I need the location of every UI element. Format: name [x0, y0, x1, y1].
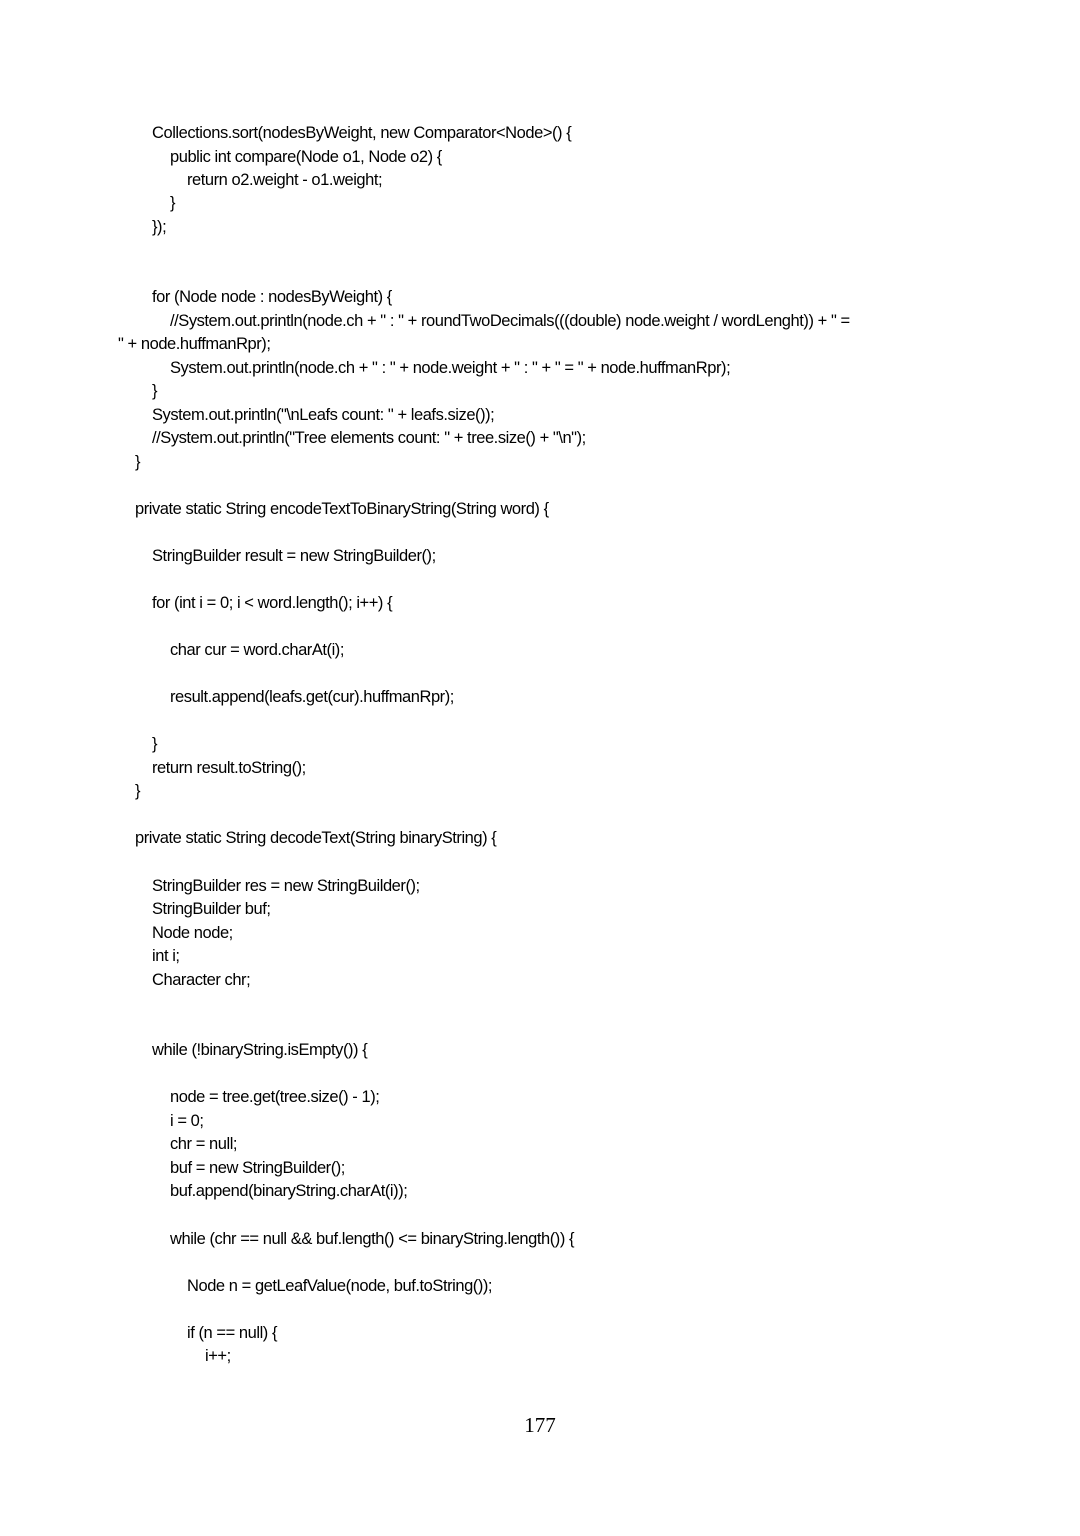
code-line: Character chr; [152, 971, 251, 989]
code-line: } [152, 382, 158, 400]
code-line: while (!binaryString.isEmpty()) { [152, 1041, 368, 1059]
code-line: //System.out.println(node.ch + " : " + roundTwoDecimals(((double) node.weight / wordLenght)) + " = [170, 312, 850, 330]
code-line: }); [152, 218, 167, 236]
code-line: return o2.weight - o1.weight; [187, 171, 383, 189]
code-line: int i; [152, 947, 180, 965]
code-line: for (int i = 0; i < word.length(); i++) { [152, 594, 393, 612]
code-line: Collections.sort(nodesByWeight, new Comparator<Node>() { [152, 124, 572, 142]
code-line: StringBuilder res = new StringBuilder(); [152, 877, 420, 895]
page-number: 177 [524, 1413, 556, 1437]
code-line: StringBuilder result = new StringBuilder(); [152, 547, 436, 565]
code-line: } [135, 453, 141, 471]
code-line: StringBuilder buf; [152, 900, 271, 918]
code-line: i++; [205, 1347, 231, 1365]
code-line: chr = null; [170, 1135, 238, 1153]
code-line: } [170, 194, 176, 212]
code-line: result.append(leafs.get(cur).huffmanRpr); [170, 688, 454, 706]
code-line: " + node.huffmanRpr); [118, 335, 271, 353]
code-line: public int compare(Node o1, Node o2) { [170, 148, 442, 166]
code-line: System.out.println("\nLeafs count: " + leafs.size()); [152, 406, 495, 424]
code-line: return result.toString(); [152, 759, 306, 777]
code-line: buf.append(binaryString.charAt(i)); [170, 1182, 408, 1200]
code-line: //System.out.println("Tree elements count: " + tree.size() + "\n"); [152, 429, 586, 447]
code-line: i = 0; [170, 1112, 204, 1130]
code-line: buf = new StringBuilder(); [170, 1159, 345, 1177]
code-line: private static String encodeTextToBinaryString(String word) { [135, 500, 549, 518]
code-line: node = tree.get(tree.size() - 1); [170, 1088, 380, 1106]
code-line: for (Node node : nodesByWeight) { [152, 288, 392, 306]
code-line: } [135, 782, 141, 800]
code-line: private static String decodeText(String binaryString) { [135, 829, 497, 847]
code-line: char cur = word.charAt(i); [170, 641, 344, 659]
code-line: } [152, 735, 158, 753]
code-line: while (chr == null && buf.length() <= binaryString.length()) { [170, 1230, 575, 1248]
code-line: System.out.println(node.ch + " : " + node.weight + " : " + " = " + node.huffmanRpr); [170, 359, 731, 377]
code-line: Node n = getLeafValue(node, buf.toString()); [187, 1277, 493, 1295]
code-line: Node node; [152, 924, 233, 942]
code-line: if (n == null) { [187, 1324, 278, 1342]
